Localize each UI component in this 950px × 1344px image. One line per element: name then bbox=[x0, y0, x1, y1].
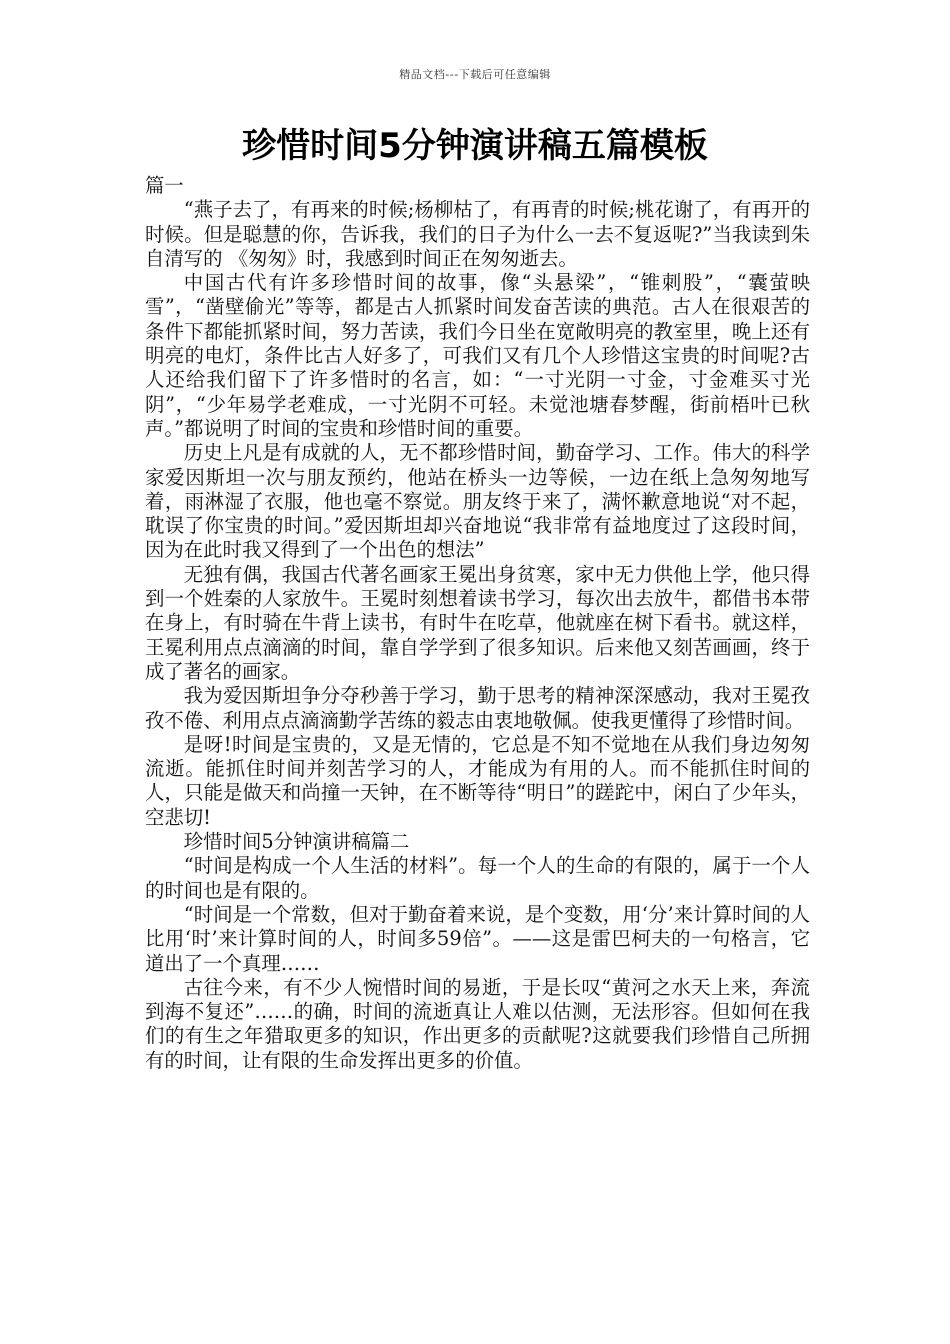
paragraph: 是呀!时间是宝贵的，又是无情的，它总是不知不觉地在从我们身边匆匆流逝。能抓住时间并刻苦学习的人，才能成为有用的人。而不能抓住时间的人，只能是做天和尚撞一天钟，在不断等待“明日”的蹉跎中，闲白了少年头，空悲切! bbox=[145, 732, 810, 829]
running-header: 精品文档---下载后可任意编辑 bbox=[399, 68, 551, 81]
paragraph: 历史上凡是有成就的人，无不都珍惜时间，勤奋学习、工作。伟大的科学家爱因斯坦一次与朋友预约，他站在桥头一边等候，一边在纸上急匆匆地写着，雨淋湿了衣服，他也毫不察觉。朋友终于来了，满怀歉意地说“对不起，耽误了你宝贵的时间。”爱因斯坦却兴奋地说“我非常有益地度过了这段时间，因为在此时我又得到了一个出色的想法” bbox=[145, 441, 810, 562]
section-heading: 珍惜时间5分钟演讲稿篇二 bbox=[183, 830, 410, 854]
paragraph: “时间是构成一个人生活的材料”。每一个人的生命的有限的，属于一个人的时间也是有限的。 bbox=[145, 854, 810, 902]
section-label: 篇一 bbox=[145, 174, 184, 197]
paragraph: “燕子去了，有再来的时候;杨柳枯了，有再青的时候;桃花谢了，有再开的时候。但是聪慧的你，告诉我，我们的日子为什么一去不复返呢?”当我读到朱自清写的 《匆匆》时，我感到时间正在匆匆逝去。 bbox=[145, 198, 810, 270]
document-title: 珍惜时间5分钟演讲稿五篇模板 bbox=[242, 126, 708, 166]
paragraph: 无独有偶，我国古代著名画家王冕出身贫寒，家中无力供他上学，他只得到一个姓秦的人家放牛。王冕时刻想着读书学习，每次出去放牛，都借书本带在身上，有时骑在牛背上读书，有时牛在吃草，他就座在树下看书。就这样，王冕利用点点滴滴的时间，靠自学学到了很多知识。后来他又刻苦画画，终于成了著名的画家。 bbox=[145, 562, 810, 683]
paragraph: 中国古代有许多珍惜时间的故事，像“头悬梁”，“锥刺股”，“囊萤映雪”，“凿壁偷光”等等，都是古人抓紧时间发奋苦读的典范。古人在很艰苦的条件下都能抓紧时间，努力苦读，我们今日坐在宽敞明亮的教室里，晚上还有明亮的电灯，条件比古人好多了，可我们又有几个人珍惜这宝贵的时间呢?古人还给我们留下了许多惜时的名言，如：“一寸光阴一寸金，寸金难买寸光阴”，“少年易学老难成，一寸光阴不可轻。未觉池塘春梦醒，街前梧叶已秋声。”都说明了时间的宝贵和珍惜时间的重要。 bbox=[145, 271, 810, 440]
paragraph: 我为爱因斯坦争分夺秒善于学习，勤于思考的精神深深感动，我对王冕孜孜不倦、利用点点滴滴勤学苦练的毅志由衷地敬佩。使我更懂得了珍惜时间。 bbox=[145, 684, 810, 732]
paragraph: “时间是一个常数，但对于勤奋着来说，是个变数，用‘分’来计算时间的人比用‘时’来计算时间的人，时间多59倍”。——这是雷巴柯夫的一句格言，它道出了一个真理…… bbox=[145, 902, 810, 975]
document-body bbox=[145, 174, 810, 1073]
paragraph: 古往今来，有不少人惋惜时间的易逝，于是长叹“黄河之水天上来，奔流到海不复还”……的确，时间的流逝真让人难以估测，无法形容。但如何在我们的有生之年猎取更多的知识，作出更多的贡献呢?这就要我们珍惜自己所拥有的时间，让有限的生命发挥出更多的价值。 bbox=[145, 975, 810, 1072]
